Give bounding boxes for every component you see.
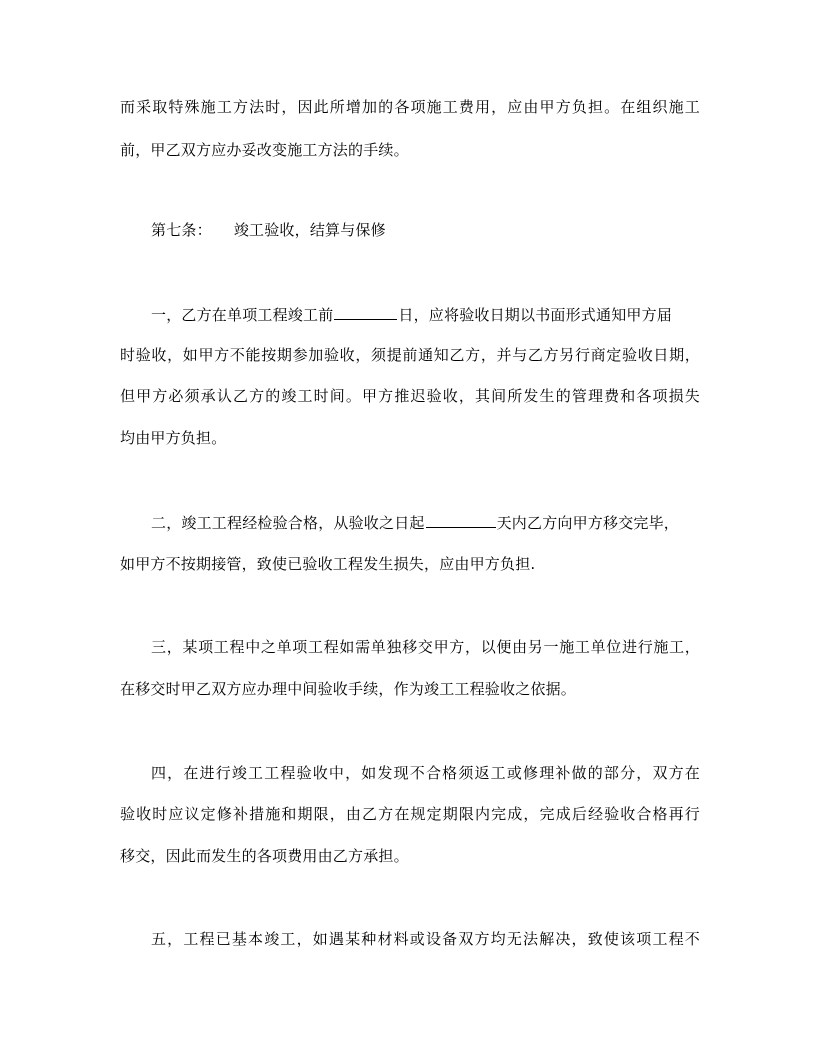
clause-2-text-b: 天内乙方向甲方移交完毕， <box>496 514 680 532</box>
clause-1-line-1 <box>151 304 700 325</box>
clause-1-line-2: 时验收，如甲方不能按期参加验收，须提前通知乙方，并与乙方另行商定验收日期， <box>120 346 700 364</box>
article-7-title: 竣工验收，结算与保修 <box>233 221 386 239</box>
days-blank-field-2 <box>426 512 496 528</box>
clause-5-line-1: 五，工程已基本竣工，如遇某种材料或设备双方均无法解决，致使该项工程不 <box>151 930 700 948</box>
article-7-label: 第七条： <box>151 221 212 239</box>
clause-2-text-a: 二，竣工工程经检验合格，从验收之日起 <box>151 514 425 532</box>
clause-4-line-2: 验收时应议定修补措施和期限，由乙方在规定期限内完成，完成后经验收合格再行 <box>120 805 700 823</box>
clause-3-line-2: 在移交时甲乙双方应办理中间验收手续，作为竣工工程验收之依据。 <box>120 680 577 698</box>
clause-2-line-2: 如甲方不按期接管，致使已验收工程发生损失，应由甲方负担. <box>120 555 536 573</box>
clause-1-text-a: 一，乙方在单项工程竣工前 <box>151 306 334 324</box>
clause-1-text-b: 日，应将验收日期以书面形式通知甲方届 <box>398 306 673 324</box>
clause-3-line-1: 三，某项工程中之单项工程如需单独移交甲方，以便由另一施工单位进行施工， <box>151 638 700 656</box>
paragraph-continuation-line-2: 前，甲乙双方应办妥改变施工方法的手续。 <box>120 141 409 159</box>
article-7-heading <box>151 220 700 240</box>
paragraph-continuation-line-1: 而采取特殊施工方法时，因此所增加的各项施工费用，应由甲方负担。在组织施工 <box>120 98 700 116</box>
clause-2-line-1 <box>151 512 700 533</box>
clause-4-line-3: 移交，因此而发生的各项费用由乙方承担。 <box>120 847 409 865</box>
clause-1-line-3: 但甲方必须承认乙方的竣工时间。甲方推迟验收，其间所发生的管理费和各项损失 <box>120 387 700 405</box>
days-blank-field <box>334 304 397 320</box>
clause-1-line-4: 均由甲方负担。 <box>120 429 227 447</box>
clause-4-line-1: 四，在进行竣工工程验收中，如发现不合格须返工或修理补做的部分，双方在 <box>151 764 700 782</box>
